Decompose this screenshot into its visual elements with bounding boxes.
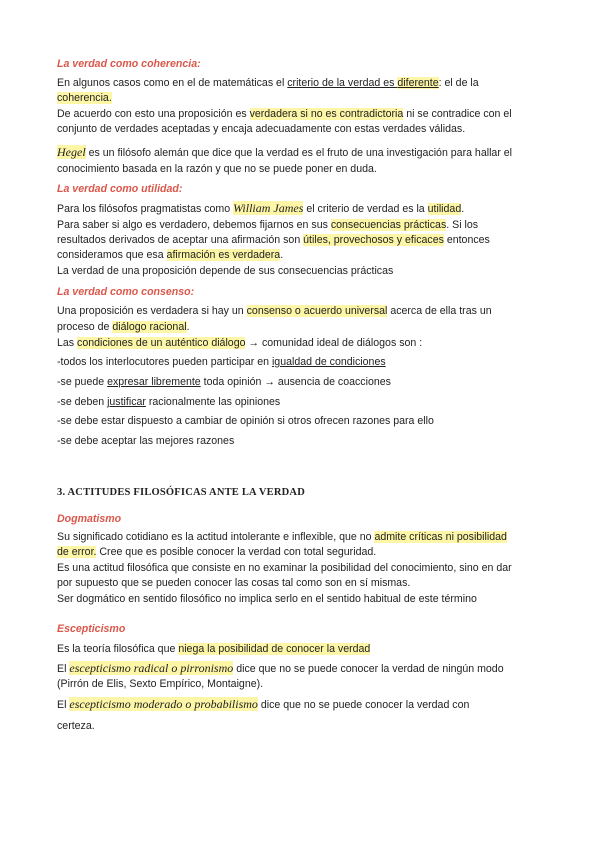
consenso-bullet-1: -todos los interlocutores pueden participar en igualdad de condiciones	[57, 356, 386, 368]
escepticismo-line-3: (Pirrón de Elis, Sexto Empírico, Montaigne).	[57, 678, 264, 690]
utilidad-line-2: Para saber si algo es verdadero, debemos fijarnos en sus consecuencias prácticas. Si los	[57, 219, 479, 231]
heading-escepticismo: Escepticismo	[57, 623, 126, 635]
heading-coherencia: La verdad como coherencia:	[57, 58, 201, 70]
coherencia-line-6: conocimiento basada en la razón y que no se puede poner en duda.	[57, 163, 377, 175]
dogmatismo-line-2: de error. Cree que es posible conocer la verdad con total seguridad.	[57, 546, 377, 558]
dogmatismo-line-4: por supuesto que se pueden conocer las cosas tal como son en sí mismas.	[57, 577, 411, 589]
coherencia-line-2: coherencia.	[57, 92, 112, 104]
utilidad-line-5: La verdad de una proposición depende de sus consecuencias prácticas	[57, 265, 394, 277]
escepticismo-line-5: certeza.	[57, 720, 95, 732]
consenso-bullet-2: -se puede expresar libremente toda opinión → ausencia de coacciones	[57, 376, 391, 388]
consenso-bullet-4: -se debe estar dispuesto a cambiar de opinión si otros ofrecen razones para ello	[57, 415, 434, 427]
escepticismo-line-4: El escepticismo moderado o probabilismo dice que no se puede conocer la verdad con	[57, 697, 470, 711]
dogmatismo-line-3: Es una actitud filosófica que consiste en no examinar la posibilidad del conocimiento, sino en dar	[57, 562, 512, 574]
heading-consenso: La verdad como consenso:	[57, 286, 195, 298]
heading-utilidad: La verdad como utilidad:	[57, 183, 183, 195]
escepticismo-line-1: Es la teoría filosófica que niega la posibilidad de conocer la verdad	[57, 643, 371, 655]
utilidad-line-4: consideramos que esa afirmación es verdadera.	[57, 249, 284, 261]
utilidad-line-1: Para los filósofos pragmatistas como William James el criterio de verdad es la utilidad.	[57, 201, 465, 215]
heading-dogmatismo: Dogmatismo	[57, 513, 122, 525]
consenso-bullet-3: -se deben justificar racionalmente las opiniones	[57, 396, 281, 408]
dogmatismo-line-1: Su significado cotidiano es la actitud intolerante e inflexible, que no admite críticas ni posibilidad	[57, 531, 507, 543]
consenso-line-2: proceso de diálogo racional.	[57, 321, 190, 333]
coherencia-line-1: En algunos casos como en el de matemáticas el criterio de la verdad es diferente: el de la	[57, 77, 479, 89]
section-3-heading: 3. ACTITUDES FILOSÓFICAS ANTE LA VERDAD	[57, 487, 305, 498]
consenso-line-1: Una proposición es verdadera si hay un consenso o acuerdo universal acerca de ella tras un	[57, 305, 492, 317]
consenso-bullet-5: -se debe aceptar las mejores razones	[57, 435, 235, 447]
coherencia-line-4: conjunto de verdades aceptadas y encaja adecuadamente con estas verdades válidas.	[57, 123, 466, 135]
escepticismo-line-2: El escepticismo radical o pirronismo dice que no se puede conocer la verdad de ningún modo	[57, 661, 504, 675]
coherencia-line-3: De acuerdo con esto una proposición es verdadera si no es contradictoria ni se contradice con el	[57, 108, 512, 120]
coherencia-line-5: Hegel es un filósofo alemán que dice que la verdad es el fruto de una investigación para hallar el	[57, 145, 513, 159]
consenso-line-3: Las condiciones de un auténtico diálogo → comunidad ideal de diálogos son :	[57, 337, 423, 349]
utilidad-line-3: resultados derivados de aceptar una afirmación son útiles, provechosos y eficaces entonces	[57, 234, 490, 246]
dogmatismo-line-5: Ser dogmático en sentido filosófico no implica serlo en el sentido habitual de este término	[57, 593, 477, 605]
